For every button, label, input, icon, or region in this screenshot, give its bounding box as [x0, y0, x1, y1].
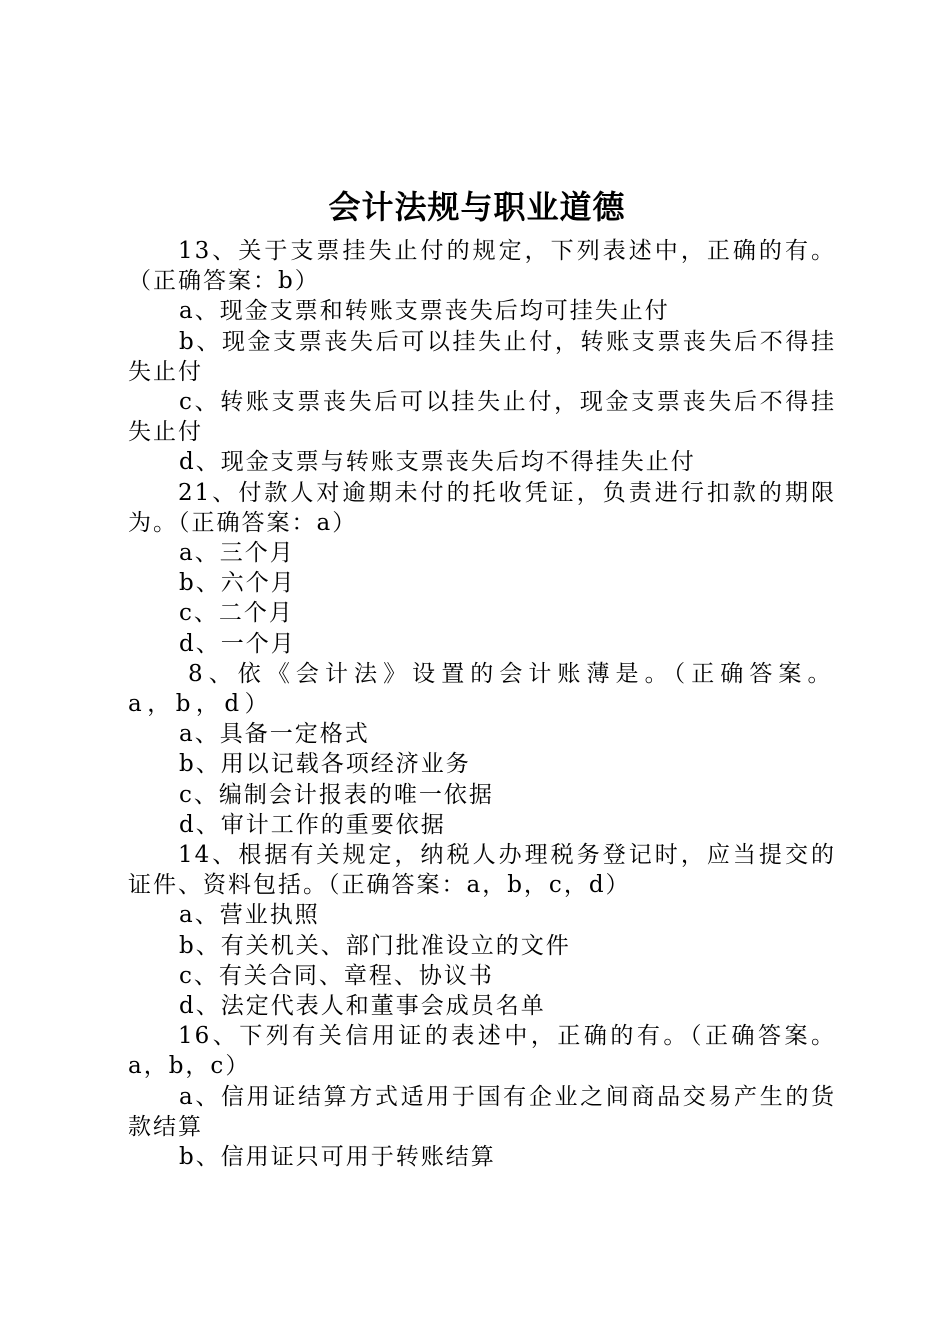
document-title: 会计法规与职业道德 — [328, 188, 626, 226]
question-21-option-d: d、一个月 — [179, 630, 296, 657]
question-8-option-c: c、编制会计报表的唯一依据 — [179, 781, 494, 808]
question-13-option-b: b、现金支票丧失后可以挂失止付，转账支票丧失后不得挂失止付 — [128, 328, 836, 385]
question-13-option-d: d、现金支票与转账支票丧失后均不得挂失止付 — [179, 449, 696, 476]
question-8-option-d: d、审计工作的重要依据 — [179, 811, 446, 838]
question-8-option-a: a、具备一定格式 — [179, 721, 370, 748]
question-21-option-c: c、二个月 — [179, 600, 294, 627]
question-14-option-a: a、营业执照 — [179, 902, 320, 929]
question-13-option-a: a、现金支票和转账支票丧失后均可挂失止付 — [179, 298, 670, 325]
question-13: 13、关于支票挂失止付的规定，下列表述中，正确的有。（正确答案：b） — [128, 238, 836, 295]
question-14: 14、根据有关规定，纳税人办理税务登记时，应当提交的证件、资料包括。（正确答案：a，b，c，d） — [128, 842, 836, 899]
question-13-option-c: c、转账支票丧失后可以挂失止付，现金支票丧失后不得挂失止付 — [128, 389, 836, 446]
question-16-option-a: a、信用证结算方式适用于国有企业之间商品交易产生的货款结算 — [128, 1083, 836, 1140]
question-21: 21、付款人对逾期未付的托收凭证，负责进行扣款的期限为。（正确答案：a） — [128, 479, 836, 536]
question-21-option-a: a、三个月 — [179, 540, 295, 567]
document-body — [128, 236, 836, 1172]
question-21-option-b: b、六个月 — [179, 570, 296, 597]
question-8: 8、依《会计法》设置的会计账薄是。（正确答案。a，b，d） — [128, 660, 836, 718]
question-14-option-d: d、法定代表人和董事会成员名单 — [179, 993, 546, 1020]
document-page — [128, 178, 836, 1172]
question-8-option-b: b、用以记载各项经济业务 — [179, 751, 471, 778]
question-14-option-b: b、有关机关、部门批准设立的文件 — [179, 932, 571, 959]
question-14-option-c: c、有关合同、章程、协议书 — [179, 962, 494, 989]
question-16: 16、下列有关信用证的表述中，正确的有。（正确答案。a，b，c） — [128, 1023, 836, 1080]
question-16-option-b: b、信用证只可用于转账结算 — [179, 1144, 496, 1171]
